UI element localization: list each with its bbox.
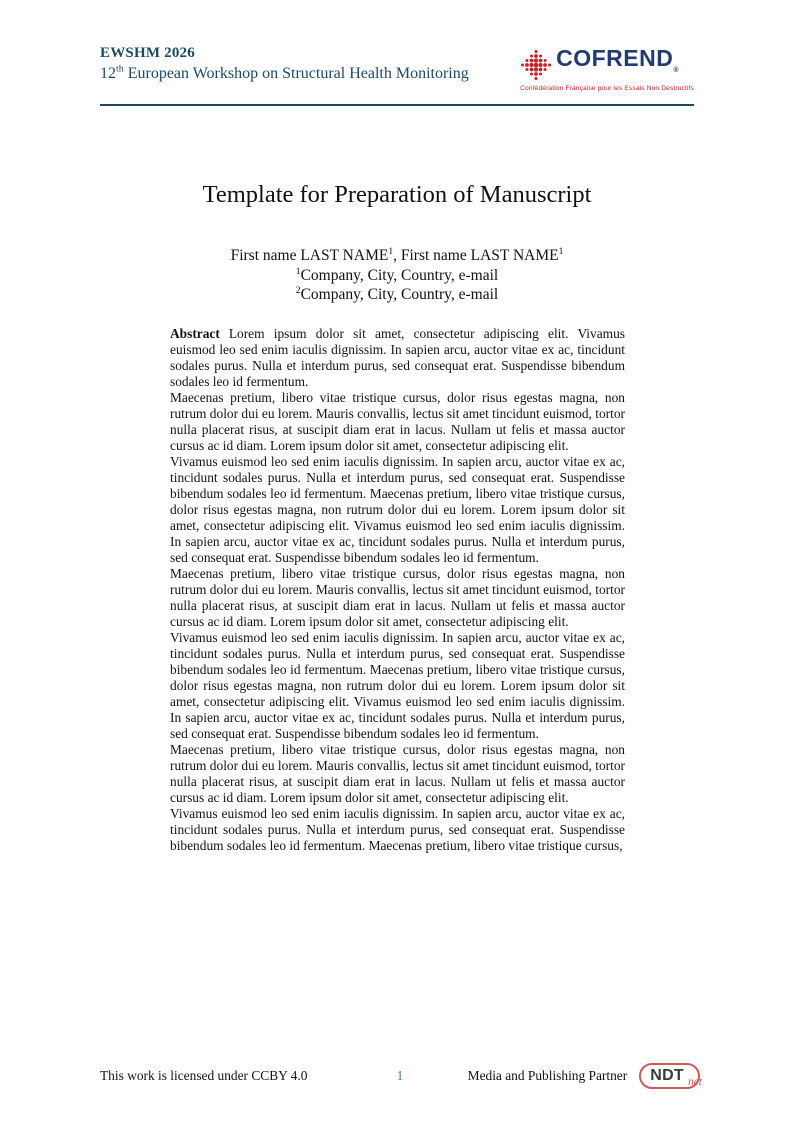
- registered-mark: ®: [673, 67, 679, 74]
- author-2-affiliation-ref: 1: [558, 245, 564, 257]
- ndt-logo-net: net: [687, 1076, 703, 1088]
- body-paragraph: Maecenas pretium, libero vitae tristique cursus, dolor risus egestas magna, non rutrum dolor dui eu lorem. Mauris convallis, lectus sit amet tincidunt euismod, tortor nulla placerat risus, at suscipit diam erat in lacus. Nullam ut felis et massa auctor cursus ac id diam. Lorem ipsum dolor sit amet, consectetur adipiscing elit.: [170, 566, 625, 629]
- workshop-number: 12: [100, 65, 116, 82]
- body-paragraph: Vivamus euismod leo sed enim iaculis dignissim. In sapien arcu, auctor vitae ex ac, tincidunt sodales purus. Nulla et interdum purus, sed consequat erat. Suspendisse bibendum sodales leo id fermentum. Maecenas pretium, libero vitae tristique cursus,: [170, 806, 625, 853]
- affiliation-2: [0, 285, 794, 305]
- author-1: First name LAST NAME: [230, 247, 389, 264]
- conference-info: [100, 44, 469, 85]
- abstract-label: Abstract: [170, 326, 220, 341]
- conference-name: EWSHM 2026: [100, 45, 195, 61]
- footer-partner: [403, 1063, 703, 1089]
- author-1-affiliation-ref: 1: [388, 245, 394, 257]
- cofrend-wordmark: [556, 46, 679, 83]
- author-2: , First name LAST NAME: [393, 247, 559, 264]
- affiliation-1-text: Company, City, Country, e-mail: [300, 266, 499, 284]
- cofrend-dots-icon: [520, 49, 552, 81]
- affiliation-2-marker: 2: [295, 284, 301, 296]
- ndtnet-logo: [639, 1063, 703, 1089]
- page-number: 1: [396, 1068, 404, 1083]
- cofrend-logo-top: [520, 46, 679, 83]
- ndt-logo-text: NDT: [650, 1067, 685, 1084]
- license-text: This work is licensed under CCBY 4.0: [100, 1068, 308, 1083]
- page-header: [100, 44, 694, 106]
- manuscript-body: [170, 326, 625, 854]
- page-footer: [100, 1063, 703, 1089]
- cofrend-tagline: Confédération Française pour les Essais Non Destructifs: [520, 85, 694, 92]
- body-paragraph: Vivamus euismod leo sed enim iaculis dignissim. In sapien arcu, auctor vitae ex ac, tincidunt sodales purus. Nulla et interdum purus, sed consequat erat. Suspendisse bibendum sodales leo id fermentum. Maecenas pretium, libero vitae tristique cursus, dolor risus egestas magna, non rutrum dolor dui eu lorem. Lorem ipsum dolor sit amet, consectetur adipiscing elit. Vivamus euismod leo sed enim iaculis dignissim. In sapien arcu, auctor vitae ex ac, tincidunt sodales purus. Nulla et interdum purus, sed consequat erat. Suspendisse bibendum sodales leo id fermentum.: [170, 630, 625, 741]
- affiliation-1-marker: 1: [295, 265, 301, 277]
- workshop-name: European Workshop on Structural Health Monitoring: [123, 65, 469, 82]
- partner-label: Media and Publishing Partner: [467, 1068, 628, 1083]
- page-title: Template for Preparation of Manuscript: [202, 181, 592, 208]
- workshop-ordinal: th: [116, 63, 124, 75]
- abstract-paragraph: [170, 326, 625, 390]
- cofrend-logo: [520, 46, 694, 92]
- affiliation-2-text: Company, City, Country, e-mail: [300, 286, 499, 303]
- workshop-title: [100, 63, 469, 85]
- body-paragraph: Maecenas pretium, libero vitae tristique cursus, dolor risus egestas magna, non rutrum dolor dui eu lorem. Mauris convallis, lectus sit amet tincidunt euismod, tortor nulla placerat risus, at suscipit diam erat in lacus. Nullam ut felis et massa auctor cursus ac id diam. Lorem ipsum dolor sit amet, consectetur adipiscing elit.: [170, 390, 625, 453]
- author-line: [0, 246, 794, 266]
- affiliation-1: [0, 266, 794, 286]
- author-block: [0, 246, 794, 305]
- abstract-text: Lorem ipsum dolor sit amet, consectetur adipiscing elit. Vivamus euismod leo sed enim iaculis dignissim. In sapien arcu, auctor vitae ex ac, tincidunt sodales purus. Nulla et interdum purus, sed consequat erat. Suspendisse bibendum sodales leo id fermentum.: [170, 326, 625, 389]
- cofrend-name: COFREND: [556, 45, 674, 71]
- body-paragraph: Maecenas pretium, libero vitae tristique cursus, dolor risus egestas magna, non rutrum dolor dui eu lorem. Mauris convallis, lectus sit amet tincidunt euismod, tortor nulla placerat risus, at suscipit diam erat in lacus. Nullam ut felis et massa auctor cursus ac id diam. Lorem ipsum dolor sit amet, consectetur adipiscing elit.: [170, 742, 625, 805]
- body-paragraph: Vivamus euismod leo sed enim iaculis dignissim. In sapien arcu, auctor vitae ex ac, tincidunt sodales purus. Nulla et interdum purus, sed consequat erat. Suspendisse bibendum sodales leo id fermentum. Maecenas pretium, libero vitae tristique cursus, dolor risus egestas magna, non rutrum dolor dui eu lorem. Lorem ipsum dolor sit amet, consectetur adipiscing elit. Vivamus euismod leo sed enim iaculis dignissim. In sapien arcu, auctor vitae ex ac, tincidunt sodales purus. Nulla et interdum purus, sed consequat erat. Suspendisse bibendum sodales leo id fermentum.: [170, 454, 625, 565]
